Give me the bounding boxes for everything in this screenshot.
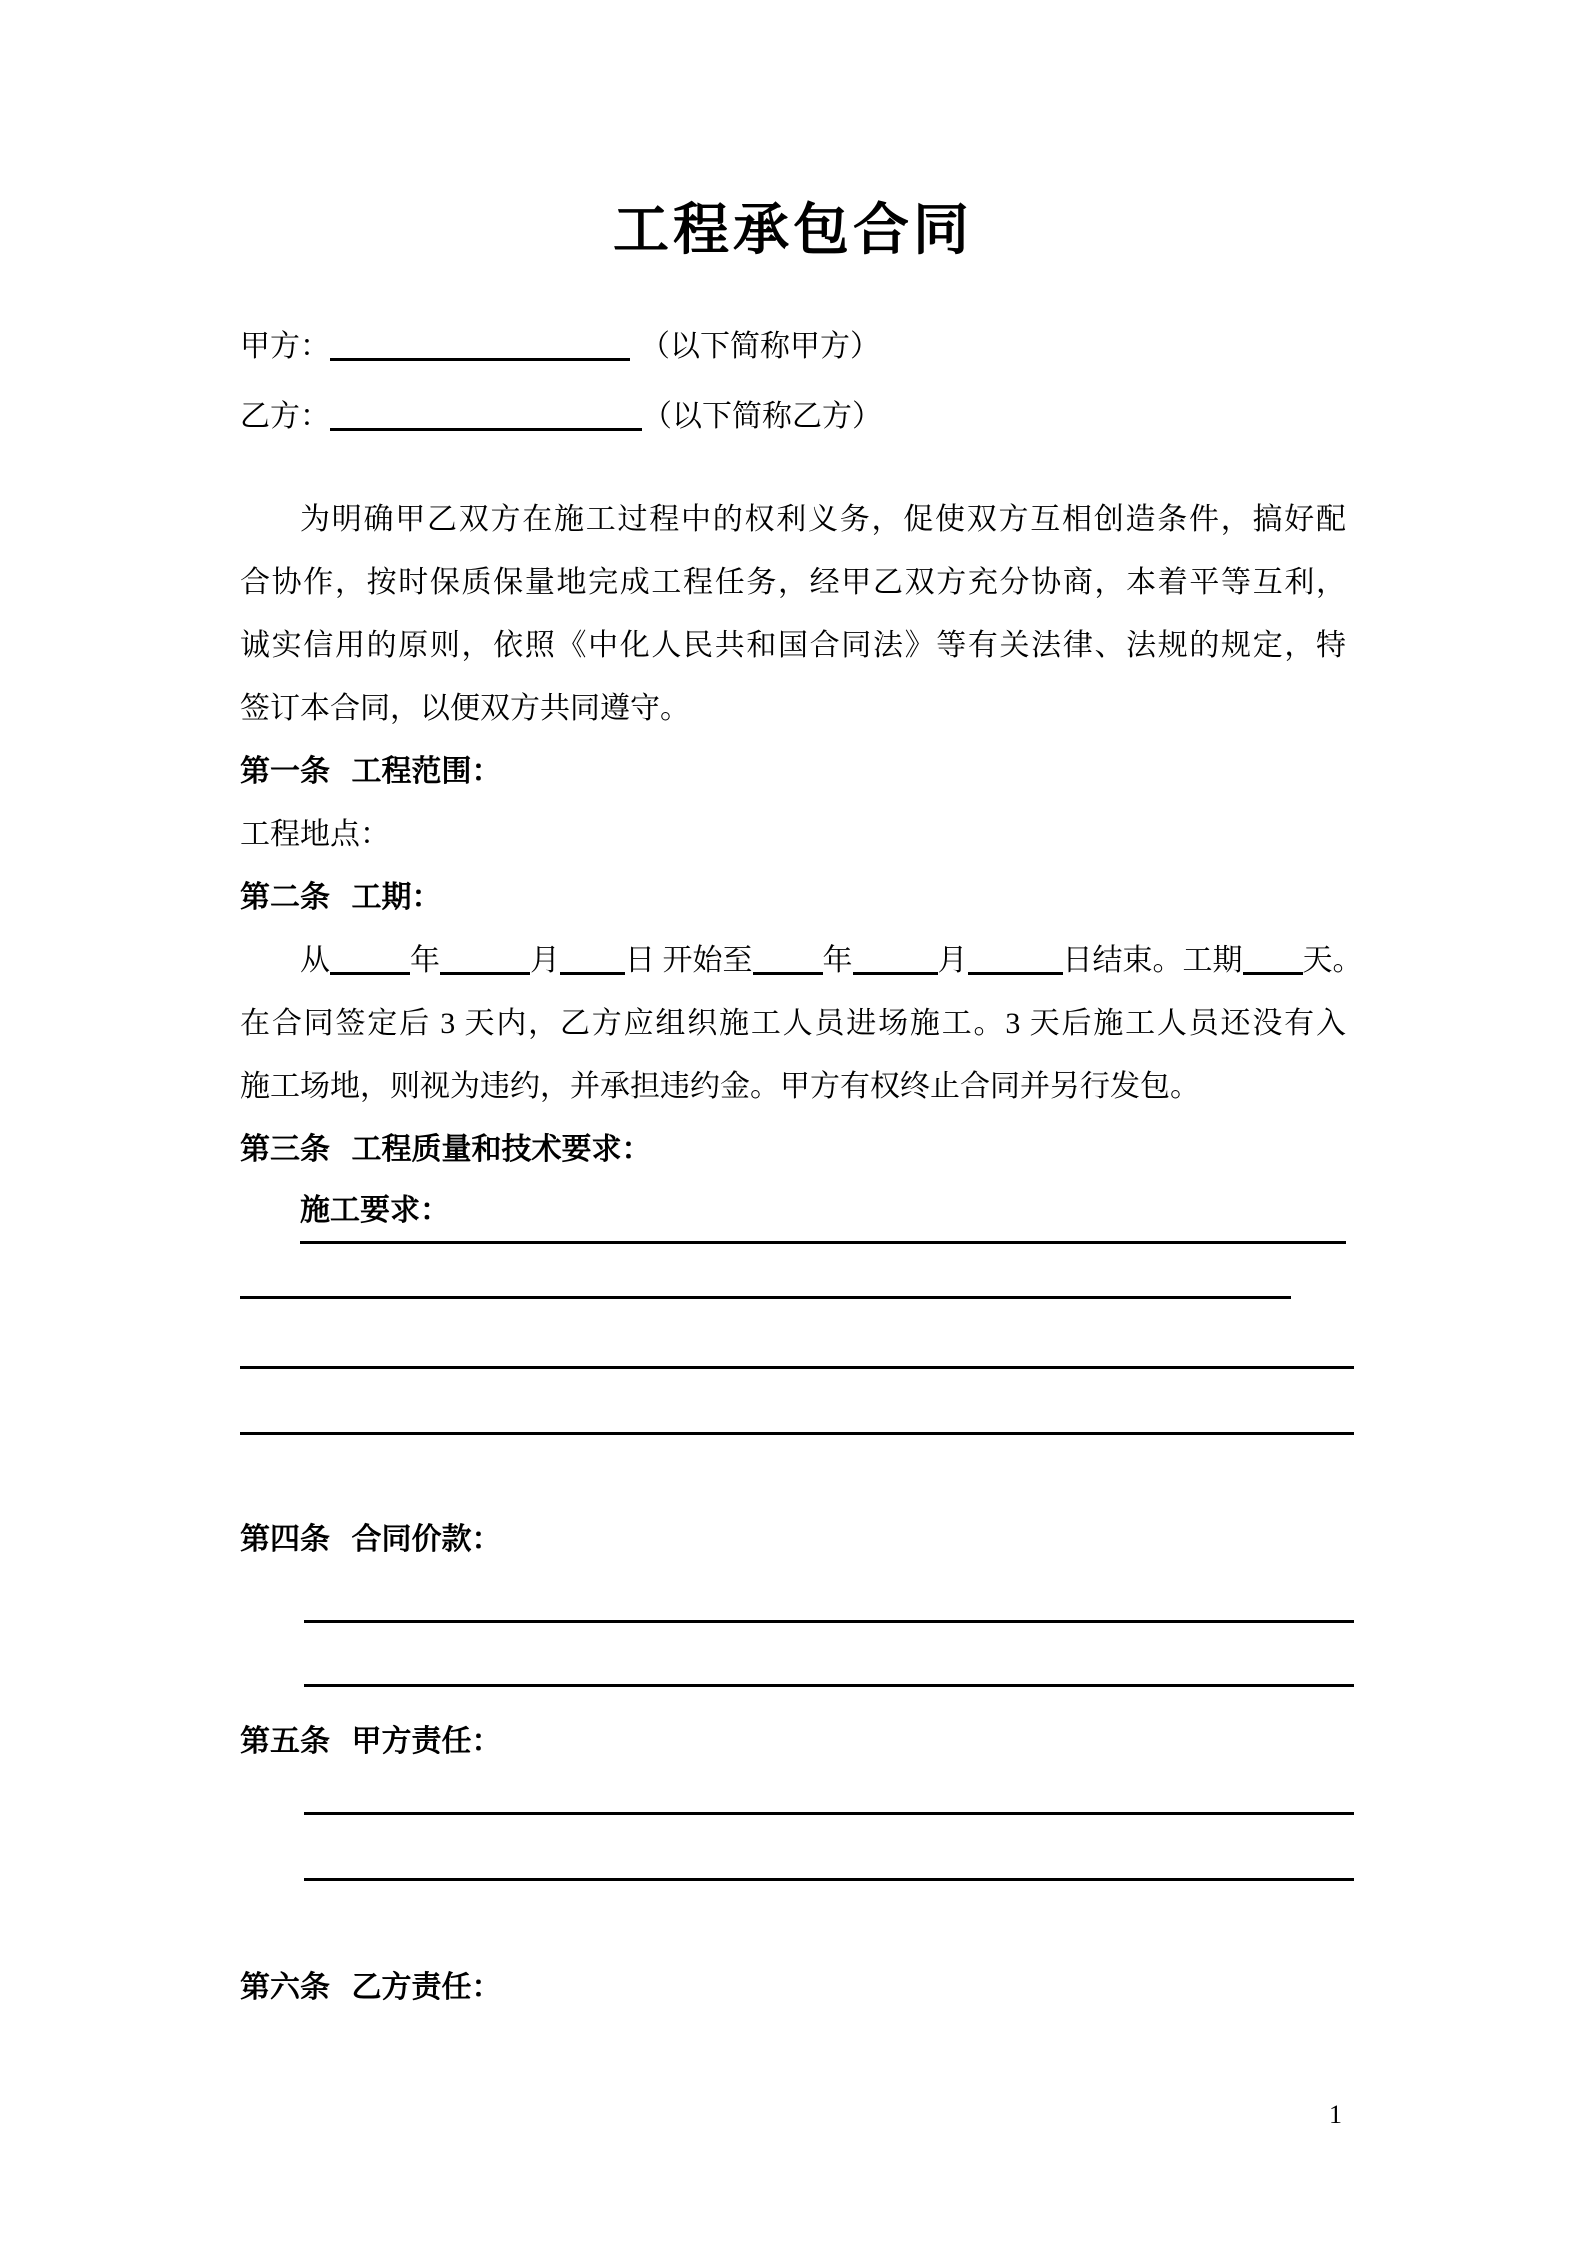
doc-title: 工程承包合同 — [613, 198, 973, 261]
project-location-label: 工程地点： — [240, 818, 390, 851]
duration-text: 年 — [410, 944, 440, 977]
article3-heading: 第三条 工程质量和技术要求： — [240, 1133, 652, 1166]
preamble-line-3: 诚实信用的原则，依照《中化人民共和国合同法》等有关法律、法规的规定，特 — [240, 629, 1346, 662]
construction-requirements-label: 施工要求： — [300, 1194, 450, 1227]
party-a-blank — [330, 357, 630, 361]
duration-text: 月 — [530, 944, 560, 977]
blank-line — [304, 1815, 1354, 1881]
preamble — [240, 488, 1346, 740]
article1-heading: 第一条 工程范围： — [240, 755, 502, 788]
year-blank — [330, 971, 410, 975]
year-blank — [753, 971, 823, 975]
blank-line — [240, 1244, 1291, 1299]
duration-text: 日 开始至 — [625, 944, 753, 977]
party-b-row — [240, 382, 1346, 452]
day-blank — [560, 971, 625, 975]
article2-heading: 第二条 工期： — [240, 881, 442, 914]
month-blank — [853, 971, 938, 975]
days-blank — [1243, 971, 1303, 975]
party-a-row — [240, 312, 1346, 382]
blank-line — [304, 1571, 1354, 1623]
preamble-line-1: 为明确甲乙双方在施工过程中的权利义务，促使双方互相创造条件，搞好配 — [300, 503, 1346, 536]
party-b-label: 乙方： — [240, 400, 330, 433]
duration-text: 年 — [822, 944, 853, 977]
party-a-label: 甲方： — [240, 330, 330, 363]
blank-line — [240, 1369, 1354, 1435]
page-number: 1 — [1329, 2100, 1342, 2129]
blank-line — [240, 1299, 1354, 1369]
duration-line — [240, 929, 1363, 992]
article4-heading: 第四条 合同价款： — [240, 1523, 502, 1556]
party-a-note: （以下简称甲方） — [640, 330, 880, 363]
day-blank — [968, 971, 1063, 975]
duration-text: 从 — [300, 944, 330, 977]
duration-text: 月 — [937, 944, 968, 977]
preamble-line-4: 签订本合同，以便双方共同遵守。 — [240, 692, 690, 725]
article6-heading: 第六条 乙方责任： — [240, 1971, 502, 2004]
article2-body-line-2: 施工场地，则视为违约，并承担违约金。甲方有权终止合同并另行发包。 — [240, 1070, 1200, 1103]
month-blank — [440, 971, 530, 975]
parties-section — [240, 312, 1346, 452]
page-content — [240, 0, 1363, 2132]
party-b-note: （以下简称乙方） — [642, 400, 882, 433]
blank-line — [304, 1623, 1354, 1687]
article5-heading: 第五条 甲方责任： — [240, 1725, 502, 1758]
blank-line — [304, 1773, 1354, 1815]
duration-text: 日结束。工期 — [1062, 944, 1243, 977]
duration-text: 天。 — [1302, 944, 1363, 977]
preamble-line-2: 合协作，按时保质保量地完成工程任务，经甲乙双方充分协商，本着平等互利， — [240, 566, 1346, 599]
article2-body-line-1: 在合同签定后 3 天内，乙方应组织施工人员进场施工。3 天后施工人员还没有入 — [240, 1007, 1346, 1040]
party-b-blank — [330, 427, 642, 431]
requirements-line — [300, 1181, 1346, 1244]
